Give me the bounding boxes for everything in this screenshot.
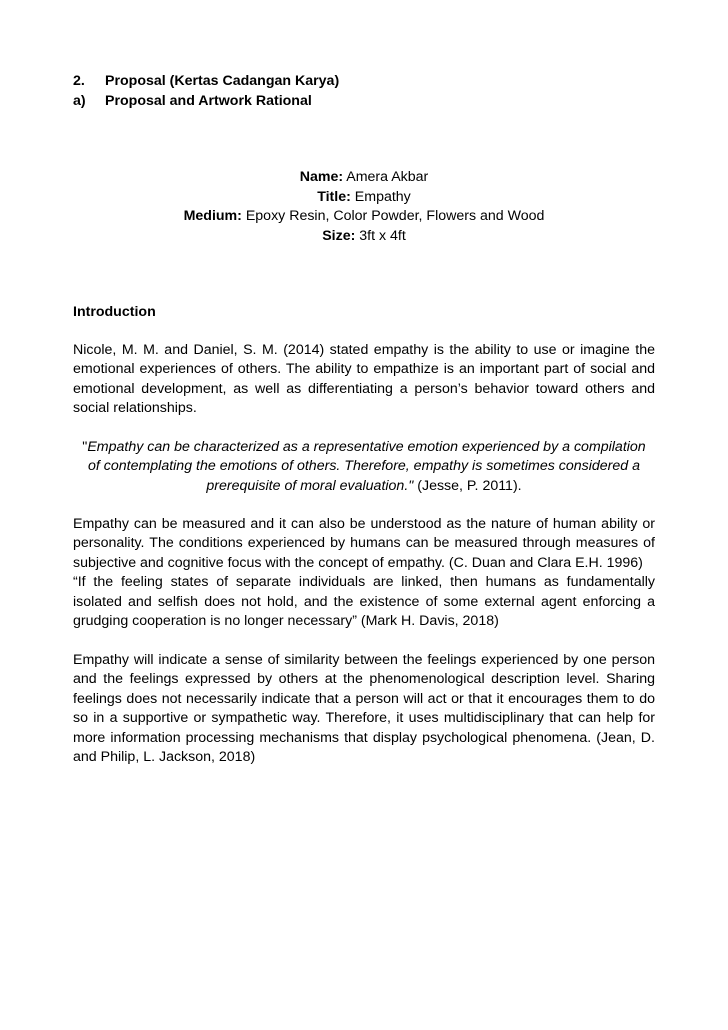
- paragraph-line: emotional experiences of others. The ability to empathize is an important part of social and: [73, 361, 655, 378]
- intro-paragraph-1: [73, 341, 655, 419]
- intro-paragraph-3: [73, 651, 655, 767]
- artwork-title-value: Empathy: [350, 188, 411, 205]
- artwork-size: [73, 227, 655, 247]
- paragraph-line: “If the feeling states of separate individuals are linked, then humans as fundamentally: [73, 574, 655, 591]
- intro-paragraph-2: [73, 515, 655, 631]
- quote-text: Empathy can be characterized as a representative emotion experienced by a compilation: [87, 439, 646, 455]
- paragraph-line: social relationships.: [73, 400, 197, 417]
- paragraph-line: more information processing mechanisms that display psychological phenomena. (Jean, D.: [73, 729, 655, 746]
- artwork-name: [73, 168, 655, 188]
- subsection-title: Proposal and Artwork Rational: [105, 93, 312, 109]
- subsection-heading: [73, 92, 312, 111]
- paragraph-line: so in a supportive or sympathetic way. Therefore, it uses multidisciplinary that can help for: [73, 710, 655, 727]
- section-title: Proposal (Kertas Cadangan Karya): [105, 73, 340, 89]
- artwork-name-value: Amera Akbar: [343, 169, 429, 185]
- paragraph-line: personality. The conditions experienced by humans can be measured through measures of: [73, 535, 655, 552]
- artwork-medium-label: Medium:: [183, 208, 242, 224]
- paragraph-line: subjective and cognitive focus with the concept of empathy. (C. Duan and Clara E.H. 1996): [73, 554, 643, 571]
- empathy-quote: [73, 438, 655, 496]
- quote-text: of contemplating the emotions of others. Therefore, empathy is sometimes considered a: [87, 458, 641, 475]
- quote-citation: (Jesse, P. 2011).: [413, 477, 522, 494]
- artwork-title-label: Title:: [317, 188, 351, 205]
- paragraph-line: emotional development, as well as differentiating a person’s behavior toward others and: [73, 380, 655, 397]
- artwork-name-label: Name:: [299, 169, 344, 185]
- artwork-medium-value: Epoxy Resin, Color Powder, Flowers and Wood: [241, 208, 545, 224]
- artwork-title: [73, 188, 655, 208]
- paragraph-line: grudging cooperation is no longer necessary” (Mark H. Davis, 2018): [73, 613, 499, 630]
- paragraph-line: feelings does not necessarily indicate that a person will act or that it encourages them to do: [73, 690, 655, 707]
- paragraph-line: isolated and selfish does not hold, and the existence of some external agent enforcing a: [73, 593, 655, 610]
- artwork-details: [73, 168, 655, 246]
- quote-text: prerequisite of moral evaluation.": [206, 477, 414, 494]
- quote-line: [73, 457, 655, 476]
- paragraph-line: Empathy can be measured and it can also be understood as the nature of human ability or: [73, 516, 655, 532]
- paragraph-line: and the feelings expressed by others at the phenomenological description level. Sharing: [73, 671, 655, 688]
- quote-line: [73, 477, 655, 496]
- quote-open-mark: ": [82, 439, 88, 455]
- section-heading: [73, 72, 339, 91]
- section-number: 2.: [73, 73, 85, 89]
- subsection-letter: a): [73, 93, 86, 109]
- paragraph-line: Empathy will indicate a sense of similarity between the feelings experienced by one person: [73, 652, 655, 668]
- artwork-size-label: Size:: [322, 227, 356, 244]
- paragraph-line: and Philip, L. Jackson, 2018): [73, 749, 256, 766]
- artwork-size-value: 3ft x 4ft: [355, 227, 406, 244]
- paragraph-line: Nicole, M. M. and Daniel, S. M. (2014) stated empathy is the ability to use or imagine the: [73, 342, 655, 358]
- quote-line: [73, 438, 655, 457]
- artwork-medium: [73, 207, 655, 227]
- introduction-heading: Introduction: [73, 304, 156, 320]
